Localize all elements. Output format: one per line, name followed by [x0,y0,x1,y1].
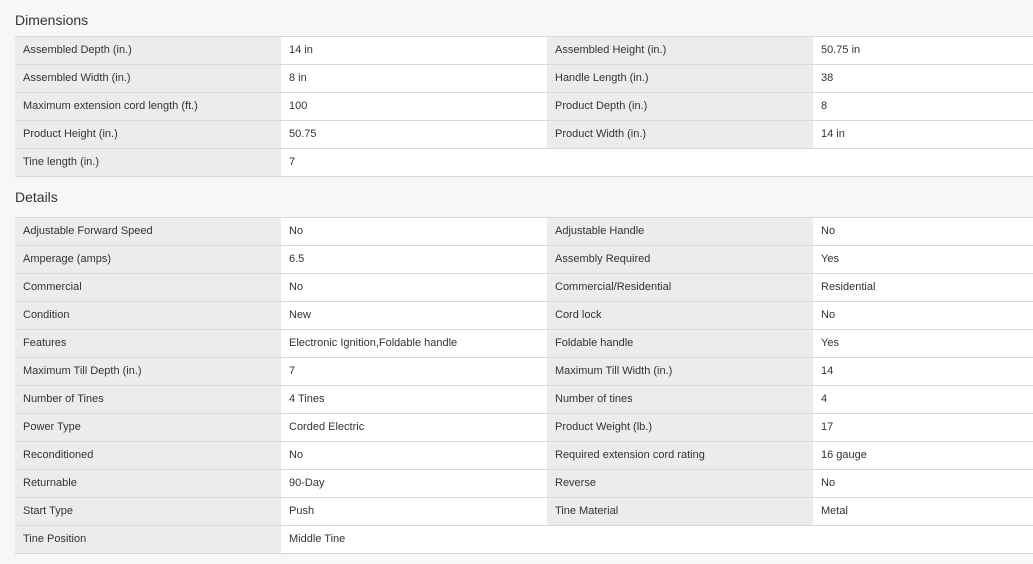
section-title-details: Details [15,189,58,205]
spec-label: Tine Position [15,526,281,553]
spec-row [15,526,1033,554]
spec-label: Product Depth (in.) [547,93,813,120]
spec-row [15,358,1033,386]
spec-value: 6.5 [281,246,547,273]
spec-value: Residential [813,274,1033,301]
spec-value: 17 [813,414,1033,441]
spec-row [15,414,1033,442]
spec-label: Commercial/Residential [547,274,813,301]
spec-label: Start Type [15,498,281,525]
spec-row [15,218,1033,246]
spec-value: Yes [813,330,1033,357]
spec-value: Metal [813,498,1033,525]
spec-row [15,65,1033,93]
spec-value: No [281,218,547,245]
spec-label: Adjustable Handle [547,218,813,245]
spec-value: 100 [281,93,547,120]
spec-label: Required extension cord rating [547,442,813,469]
spec-label: Tine Material [547,498,813,525]
spec-value: 4 Tines [281,386,547,413]
spec-value: Push [281,498,547,525]
spec-value: 90-Day [281,470,547,497]
spec-row [15,93,1033,121]
spec-label: Assembled Depth (in.) [15,37,281,64]
spec-row [15,386,1033,414]
spec-value: 14 [813,358,1033,385]
spec-label: Reconditioned [15,442,281,469]
spec-label: Product Height (in.) [15,121,281,148]
spec-label: Maximum Till Width (in.) [547,358,813,385]
spec-row [15,149,1033,177]
spec-label: Cord lock [547,302,813,329]
spec-value: 7 [281,358,547,385]
spec-row [15,121,1033,149]
spec-label: Number of tines [547,386,813,413]
spec-label [547,526,813,553]
spec-label: Maximum extension cord length (ft.) [15,93,281,120]
spec-value: Corded Electric [281,414,547,441]
spec-value: 7 [281,149,547,176]
spec-value: 50.75 in [813,37,1033,64]
spec-label: Returnable [15,470,281,497]
spec-row [15,442,1033,470]
details-table [15,217,1033,554]
spec-label: Foldable handle [547,330,813,357]
spec-value: 38 [813,65,1033,92]
spec-row [15,37,1033,65]
spec-label: Product Weight (lb.) [547,414,813,441]
spec-label: Assembled Width (in.) [15,65,281,92]
spec-row [15,498,1033,526]
spec-label: Adjustable Forward Speed [15,218,281,245]
spec-value [813,149,1033,176]
spec-row [15,246,1033,274]
spec-value: 50.75 [281,121,547,148]
spec-value: No [813,218,1033,245]
spec-value: 8 [813,93,1033,120]
spec-row [15,330,1033,358]
spec-value: No [813,302,1033,329]
spec-value: 14 in [281,37,547,64]
spec-value: 14 in [813,121,1033,148]
spec-value: Middle Tine [281,526,547,553]
spec-label: Power Type [15,414,281,441]
spec-label: Assembly Required [547,246,813,273]
spec-row [15,274,1033,302]
dimensions-table [15,36,1033,177]
spec-label [547,149,813,176]
spec-label: Reverse [547,470,813,497]
spec-value: 4 [813,386,1033,413]
spec-value: No [281,442,547,469]
spec-label: Handle Length (in.) [547,65,813,92]
section-title-dimensions: Dimensions [15,12,89,28]
spec-row [15,302,1033,330]
spec-label: Product Width (in.) [547,121,813,148]
spec-value: No [813,470,1033,497]
spec-label: Maximum Till Depth (in.) [15,358,281,385]
spec-value: Electronic Ignition,Foldable handle [281,330,547,357]
spec-value: No [281,274,547,301]
spec-value [813,526,1033,553]
spec-label: Features [15,330,281,357]
spec-value: 16 gauge [813,442,1033,469]
spec-value: 8 in [281,65,547,92]
spec-value: New [281,302,547,329]
spec-label: Tine length (in.) [15,149,281,176]
spec-label: Number of Tines [15,386,281,413]
spec-label: Assembled Height (in.) [547,37,813,64]
spec-row [15,470,1033,498]
spec-label: Amperage (amps) [15,246,281,273]
spec-label: Condition [15,302,281,329]
spec-label: Commercial [15,274,281,301]
spec-value: Yes [813,246,1033,273]
